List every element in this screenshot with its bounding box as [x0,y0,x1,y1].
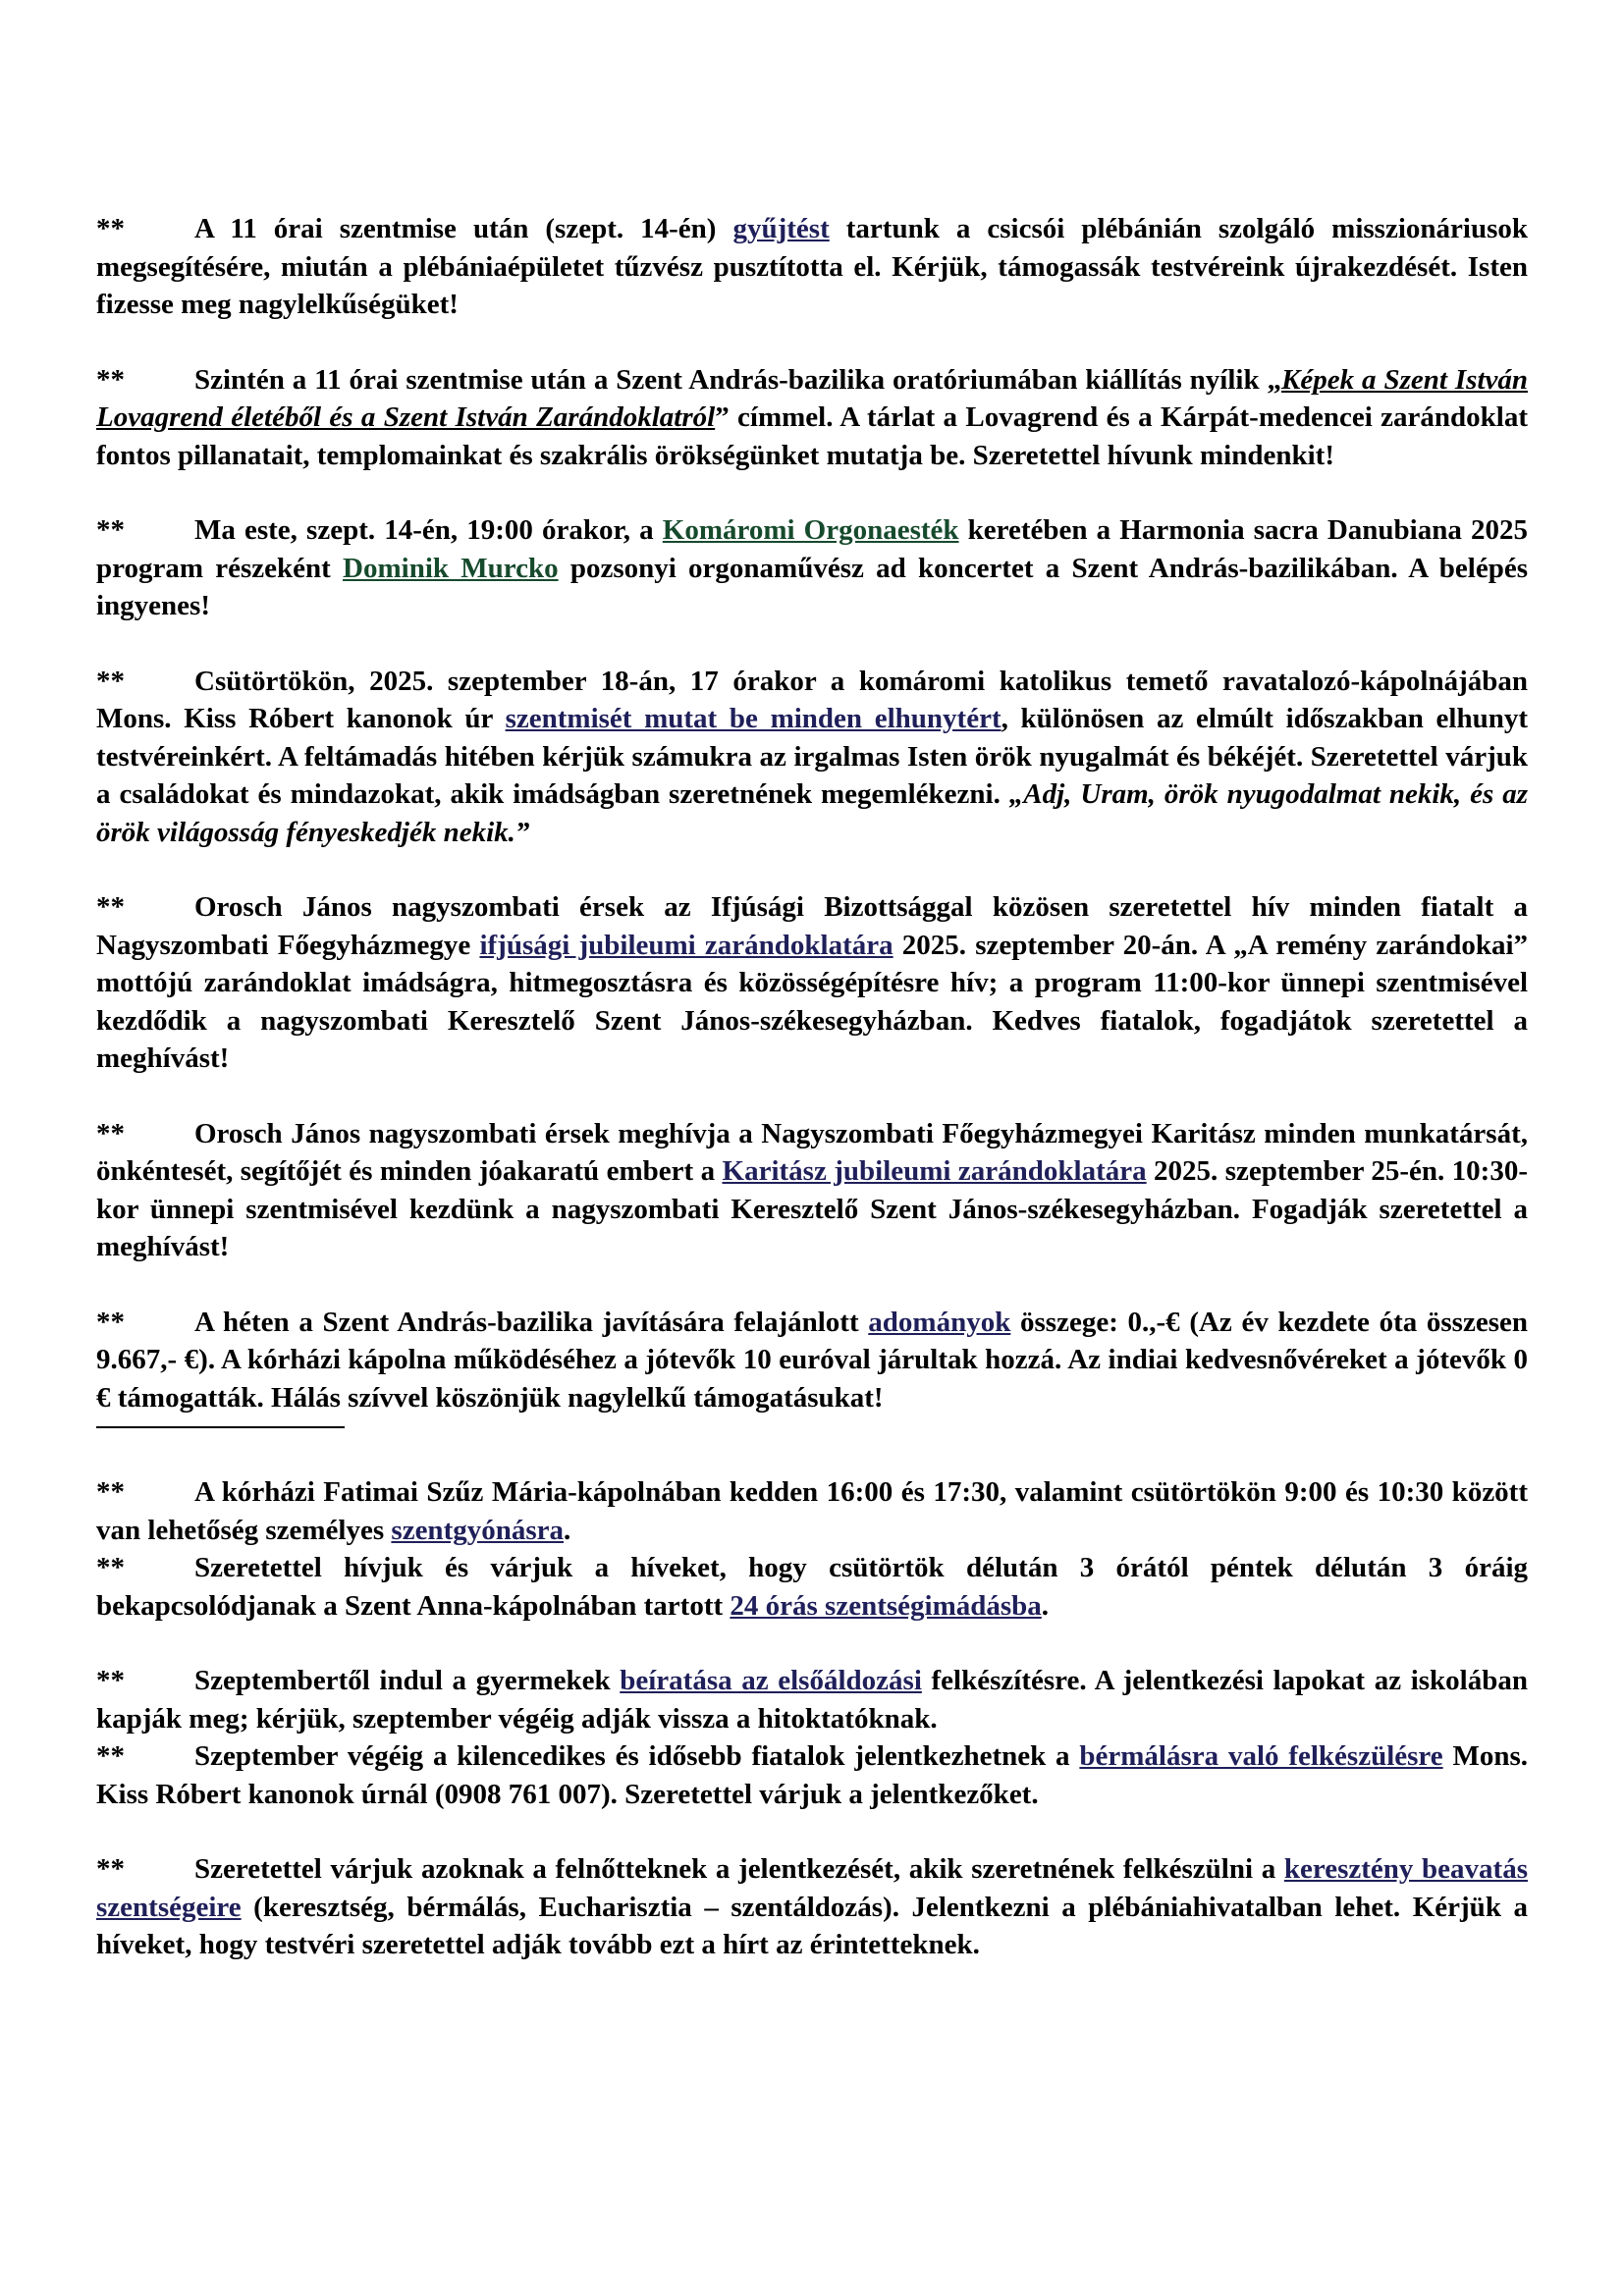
link-adoration[interactable]: 24 órás szentségimádásba [730,1589,1042,1622]
announcement-collection: ** A 11 órai szentmise után (szept. 14-én) gyűjtést tartunk a csicsói plébánián szolgáló misszionáriusok megsegítésére, miután a plébániaépületet tűzvész pusztította el. Kérjük, támogassák testvéreink újrakezdését. Isten fizesse meg nagylelkűségüket! [96,210,1528,324]
link-organist[interactable]: Dominik Murcko [343,552,559,584]
announcement-confession: ** A kórházi Fatimai Szűz Mária-kápolnában kedden 16:00 és 17:30, valamint csütörtökön 9:00 és 10:30 között van lehetőség személyes szentgyónásra. [96,1473,1528,1549]
link-memorial-mass[interactable]: szentmisét mutat be minden elhunytért [505,703,1001,734]
link-youth-pilgrimage[interactable]: ifjúsági jubileumi zarándoklatára [479,929,893,961]
link-adult-initiation[interactable]: keresztény beavatás szentségeire [96,1853,1528,1923]
bullet-marker: ** [96,891,125,923]
announcement-caritas-pilgrimage: ** Orosch János nagyszombati érsek meghívja a Nagyszombati Főegyházmegyei Karitász minden munkatársát, önkéntesét, segítőjét és minden jóakaratú embert a Karitász jubileumi zarándoklatára 2025. szeptember 25-én. 10:30-kor ünnepi szentmisével kezdünk a nagyszombati Keresztelő Szent János-székesegyházban. Fogadják szeretettel a meghívást! [96,1115,1528,1266]
announcement-confirmation: ** Szeptember végéig a kilencedikes és idősebb fiatalok jelentkezhetnek a bérmálásra való felkészülésre Mons. Kiss Róbert kanonok úrnál (0908 761 007). Szeretettel várjuk a jelentkezőket. [96,1737,1528,1813]
link-confession[interactable]: szentgyónásra [391,1514,565,1546]
announcement-adult-initiation: ** Szeretettel várjuk azoknak a felnőtteknek a jelentkezését, akik szeretnének felkészülni a keresztény beavatás szentségeire (keresztség, bérmálás, Eucharisztia – szentáldozás). Jelentkezni a plébániahivatalban lehet. Kérjük a híveket, hogy testvéri szeretettel adják tovább ezt a hírt az érintetteknek. [96,1850,1528,1964]
bulletin-page [96,210,1528,2002]
bullet-marker: ** [96,1552,125,1583]
section-divider [96,1426,345,1428]
link-organ-evenings[interactable]: Komáromi Orgonaesték [662,514,959,546]
link-caritas-pilgrimage[interactable]: Karitász jubileumi zarándoklatára [722,1155,1147,1187]
bullet-marker: ** [96,1306,125,1338]
announcement-memorial-mass: ** Csütörtökön, 2025. szeptember 18-án, 17 órakor a komáromi katolikus temető ravatalozó-kápolnájában Mons. Kiss Róbert kanonok úr szentmisét mutat be minden elhunytért, különösen az elmúlt időszakban elhunyt testvéreinkért. A feltámadás hitében kérjük számukra az irgalmas Isten örök nyugalmát és békéjét. Szeretettel várjuk a családokat és mindazokat, akik imádságban szeretnének megemlékezni. „Adj, Uram, örök nyugodalmat nekik, és az örök világosság fényeskedjék nekik.” [96,663,1528,852]
bullet-marker: ** [96,1665,125,1696]
link-collection[interactable]: gyűjtést [732,213,830,244]
announcement-adoration: ** Szeretettel hívjuk és várjuk a híveket, hogy csütörtök délután 3 órától péntek délután 3 óráig bekapcsolódjanak a Szent Anna-kápolnában tartott 24 órás szentségimádásba. [96,1549,1528,1625]
prayer-quote: „Adj, Uram, örök nyugodalmat nekik, és az örök világosság fényeskedjék nekik.” [96,778,1528,848]
announcement-first-communion: ** Szeptembertől indul a gyermekek beíratása az elsőáldozási felkészítésre. A jelentkezési lapokat az iskolában kapják meg; kérjük, szeptember végéig adják vissza a hitoktatóknak. [96,1662,1528,1737]
announcement-organ-concert: ** Ma este, szept. 14-én, 19:00 órakor, a Komáromi Orgonaesték keretében a Harmonia sacra Danubiana 2025 program részeként Dominik Murcko pozsonyi orgonaművész ad koncertet a Szent András-bazilikában. A belépés ingyenes! [96,511,1528,625]
announcement-youth-pilgrimage: ** Orosch János nagyszombati érsek az Ifjúsági Bizottsággal közösen szeretettel hív minden fiatalt a Nagyszombati Főegyházmegye ifjúsági jubileumi zarándoklatára 2025. szeptember 20-án. A „A remény zarándokai” mottójú zarándoklat imádságra, hitmegosztásra és közösségépítésre hív; a program 11:00-kor ünnepi szentmisével kezdődik a nagyszombati Keresztelő Szent János-székesegyházban. Kedves fiatalok, fogadjátok szeretettel a meghívást! [96,888,1528,1078]
link-donations[interactable]: adományok [868,1306,1011,1338]
link-exhibition[interactable]: Képek a Szent István Lovagrend életéből és a Szent István Zarándoklatról [96,363,1529,433]
bullet-marker: ** [96,1476,125,1508]
bullet-marker: ** [96,213,125,244]
bullet-marker: ** [96,363,125,396]
bullet-marker: ** [96,1117,125,1149]
bullet-marker: ** [96,665,125,697]
bullet-marker: ** [96,1740,125,1772]
link-first-communion[interactable]: beíratása az elsőáldozási [620,1665,922,1696]
bullet-marker: ** [96,514,125,546]
bullet-marker: ** [96,1853,125,1885]
announcement-exhibition: ** Szintén a 11 órai szentmise után a Szent András-bazilika oratóriumában kiállítás nyílik „Képek a Szent István Lovagrend életéből és a Szent István Zarándoklatról” címmel. A tárlat a Lovagrend és a Kárpát-medencei zarándoklat fontos pillanatait, templomainkat és szakrális örökségünket mutatja be. Szeretettel hívunk mindenkit! [96,361,1528,475]
announcement-donations: ** A héten a Szent András-bazilika javítására felajánlott adományok összege: 0.,-€ (Az év kezdete óta összesen 9.667,- €). A kórházi kápolna működéséhez a jótevők 10 euróval járultak hozzá. Az indiai kedvesnővéreket a jótevők 0 € támogatták. Hálás szívvel köszönjük nagylelkű támogatásukat! [96,1304,1528,1417]
link-confirmation[interactable]: bérmálásra való felkészülésre [1079,1740,1443,1772]
